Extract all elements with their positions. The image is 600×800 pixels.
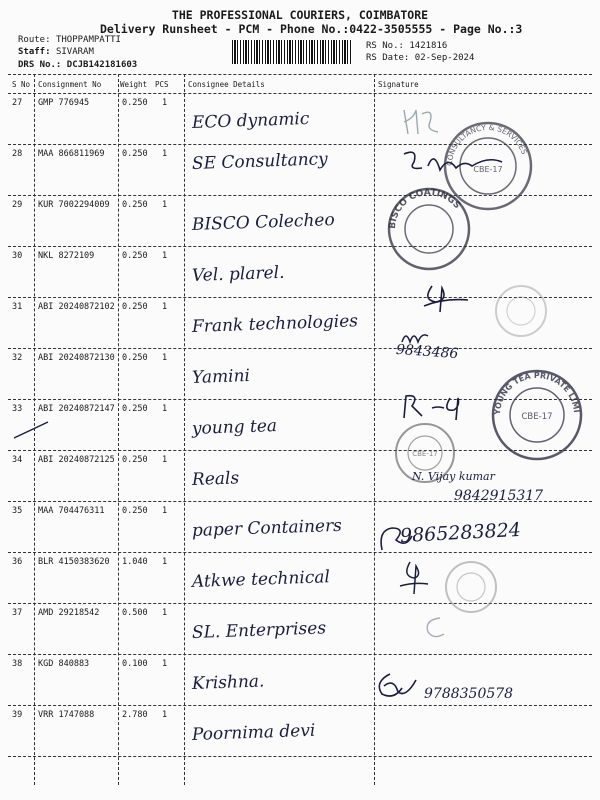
cell-consignee: BISCO Colecheo: [191, 210, 335, 235]
cell-weight: 0.250: [122, 98, 148, 108]
drs-value: DCJB142181603: [66, 60, 138, 70]
table-row: [8, 705, 592, 757]
cell-consignment: AMD 29218542: [38, 608, 100, 618]
cell-weight: 0.250: [122, 200, 148, 210]
table-header: [8, 74, 592, 94]
col-consignment: Consignment No: [38, 80, 102, 89]
cell-consignee: SL. Enterprises: [191, 618, 327, 643]
col-sno: S No: [12, 80, 31, 89]
signature-row37: [394, 558, 434, 602]
rs-date-value: 02-Sep-2024: [414, 53, 475, 63]
rs-date-line: [366, 53, 474, 63]
col-consignee: Consignee Details: [188, 80, 265, 89]
se-stamp-code: CBE-17: [473, 165, 503, 174]
cell-consignee: ECO dynamic: [191, 108, 310, 133]
route-line: [18, 35, 121, 45]
cell-consignee: Krishna.: [191, 671, 265, 694]
phone-row36: 9865283824: [399, 518, 522, 548]
bisco-stamp-text: BISCO COATINGS: [387, 187, 462, 230]
cell-pcs: 1: [162, 404, 168, 414]
cell-consignment: BLR 4150383620: [38, 557, 110, 567]
se-stamp-text: CONSULTANCY & SERVICES: [444, 122, 529, 167]
cell-pcs: 1: [162, 455, 168, 465]
col-pcs: PCS: [155, 80, 169, 89]
signature-row27: [400, 104, 450, 142]
cell-sno: 34: [12, 455, 23, 465]
cell-weight: 0.250: [122, 353, 148, 363]
cell-weight: 0.250: [122, 302, 148, 312]
cell-consignee: Frank technologies: [191, 311, 359, 337]
cell-consignee: paper Containers: [191, 515, 343, 541]
strike-mark-row34: [12, 420, 52, 444]
cell-weight: 0.250: [122, 404, 148, 414]
cell-pcs: 1: [162, 200, 168, 210]
cell-sno: 32: [12, 353, 23, 363]
cell-consignment: ABI 20240872130: [38, 353, 115, 363]
cell-weight: 0.250: [122, 455, 148, 465]
cell-pcs: 1: [162, 608, 168, 618]
cell-consignee: Poornima devi: [191, 720, 316, 745]
cell-pcs: 1: [162, 98, 168, 108]
cell-sno: 39: [12, 710, 23, 720]
rs-date-label: RS Date:: [366, 53, 410, 63]
name-row35: N. Vijay kumar: [412, 470, 495, 483]
cell-consignment: VRR 1747088: [38, 710, 95, 720]
cell-sno: 28: [12, 149, 23, 159]
rs-no-value: 1421816: [409, 41, 448, 51]
cell-consignee: Vel. plarel.: [191, 262, 285, 286]
barcode: [232, 40, 352, 64]
cell-sno: 27: [12, 98, 23, 108]
cell-pcs: 1: [162, 506, 168, 516]
cell-sno: 35: [12, 506, 23, 516]
drs-line: [18, 60, 137, 70]
col-signature: Signature: [378, 80, 419, 89]
phone-row35: 9842915317: [454, 488, 544, 504]
cell-sno: 37: [12, 608, 23, 618]
cell-consignment: GMP 776945: [38, 98, 90, 108]
cell-weight: 0.250: [122, 251, 148, 261]
cell-pcs: 1: [162, 710, 168, 720]
cell-consignment: KUR 7002294009: [38, 200, 110, 210]
cell-weight: 2.780: [122, 710, 148, 720]
young-tea-stamp: [490, 368, 584, 466]
cell-weight: 0.250: [122, 149, 148, 159]
cell-consignee: Atkwe technical: [191, 567, 331, 592]
signature-row38: [420, 612, 450, 646]
cell-consignment: ABI 20240872125: [38, 455, 115, 465]
company-title: THE PROFESSIONAL COURIERS, COIMBATORE: [171, 8, 429, 22]
svg-text:YOUNG TEA PRIVATE LIMITED: [490, 368, 581, 416]
staff-value: SIVARAM: [55, 47, 94, 57]
phone-row39: 9788350578: [424, 686, 514, 702]
table-row: [8, 603, 592, 655]
cell-sno: 33: [12, 404, 23, 414]
signature-row33: [398, 390, 478, 428]
cell-consignment: MAA 704476311: [38, 506, 105, 516]
young-tea-stamp-code: CBE-17: [521, 412, 553, 422]
cell-consignment: ABI 20240872147: [38, 404, 115, 414]
staff-label: Staff:: [18, 47, 51, 57]
cell-consignee: young tea: [191, 416, 278, 439]
cell-weight: 0.100: [122, 659, 148, 669]
cell-consignment: NKL 8272109: [38, 251, 95, 261]
cell-pcs: 1: [162, 659, 168, 669]
faint-stamp-row37: [444, 560, 498, 618]
cell-sno: 38: [12, 659, 23, 669]
rs-no-label: RS No.:: [366, 41, 404, 51]
young-tea-stamp-text: YOUNG TEA PRIVATE LIMI: [492, 370, 581, 416]
cell-sno: 36: [12, 557, 23, 567]
bisco-stamp: [386, 186, 472, 276]
rs-no-line: [366, 41, 447, 51]
cell-pcs: 1: [162, 251, 168, 261]
route-label: Route:: [18, 35, 51, 45]
staff-line: [18, 47, 94, 57]
signature-row39: [372, 668, 422, 706]
cell-pcs: 1: [162, 557, 168, 567]
faint-stamp-row31: [494, 284, 548, 342]
cell-pcs: 1: [162, 353, 168, 363]
cell-consignee: Yamini: [191, 365, 251, 388]
reals-stamp-code: CBE-17: [412, 450, 438, 458]
route-value: THOPPAMPATTI: [55, 35, 121, 45]
signature-row28: [398, 146, 508, 190]
cell-consignee: SE Consultancy: [191, 149, 329, 174]
phone-row32: 9843486: [395, 341, 459, 363]
runsheet-subtitle: Delivery Runsheet - PCM - Phone No.:0422-3505555 - Page No.:3: [100, 22, 523, 36]
cell-consignment: ABI 20240872102: [38, 302, 115, 312]
cell-consignment: MAA 866811969: [38, 149, 105, 159]
cell-weight: 0.500: [122, 608, 148, 618]
cell-weight: 0.250: [122, 506, 148, 516]
drs-label: DRS No.:: [18, 60, 62, 70]
cell-sno: 30: [12, 251, 23, 261]
cell-weight: 1.040: [122, 557, 148, 567]
signature-row31: [418, 280, 478, 320]
cell-sno: 31: [12, 302, 23, 312]
cell-pcs: 1: [162, 149, 168, 159]
cell-consignment: KGD 840883: [38, 659, 90, 669]
cell-sno: 29: [12, 200, 23, 210]
cell-consignee: Reals: [191, 468, 240, 490]
col-weight: Weight: [120, 80, 148, 89]
cell-pcs: 1: [162, 302, 168, 312]
table-row: [8, 552, 592, 604]
